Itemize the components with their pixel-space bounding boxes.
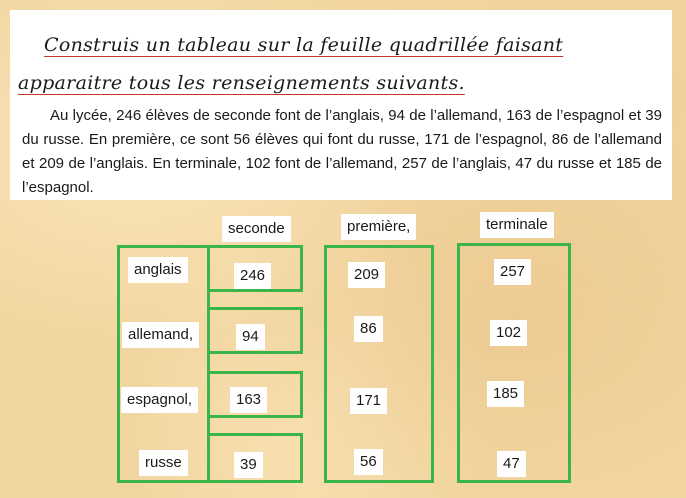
exercise-instruction: Construis un tableau sur la feuille quadrillée faisant apparaitre tous les renseignements suivants. bbox=[18, 34, 564, 94]
cell-premiere-allemand: 86 bbox=[354, 316, 383, 342]
cell-terminale-allemand: 102 bbox=[490, 320, 527, 346]
cell-terminale-espagnol: 185 bbox=[487, 381, 524, 407]
header-terminale: terminale bbox=[480, 212, 554, 238]
cell-premiere-espagnol: 171 bbox=[350, 388, 387, 414]
row-label-espagnol: espagnol, bbox=[121, 387, 198, 413]
exercise-card bbox=[10, 10, 672, 200]
cell-premiere-anglais: 209 bbox=[348, 262, 385, 288]
row-label-anglais: anglais bbox=[128, 257, 188, 283]
cell-seconde-anglais: 246 bbox=[234, 263, 271, 289]
cell-terminale-anglais: 257 bbox=[494, 259, 531, 285]
header-seconde: seconde bbox=[222, 216, 291, 242]
cell-seconde-allemand: 94 bbox=[236, 324, 265, 350]
cell-terminale-russe: 47 bbox=[497, 451, 526, 477]
header-premiere: première, bbox=[341, 214, 416, 240]
row-label-allemand: allemand, bbox=[122, 322, 199, 348]
cell-seconde-russe: 39 bbox=[234, 452, 263, 478]
cell-seconde-espagnol: 163 bbox=[230, 387, 267, 413]
exercise-statement: Au lycée, 246 élèves de seconde font de l’anglais, 94 de l’allemand, 163 de l’espagnol et 39 du russe. En première, ce sont 56 élèves qui font du russe, 171 de l’espagnol, 86 de l’allemand et 209 de l’anglais. En terminale, 102 font de l’allemand, 257 de l’anglais, 47 du russe et 185 de l’espagnol. bbox=[22, 107, 662, 196]
cell-premiere-russe: 56 bbox=[354, 449, 383, 475]
row-label-russe: russe bbox=[139, 450, 188, 476]
